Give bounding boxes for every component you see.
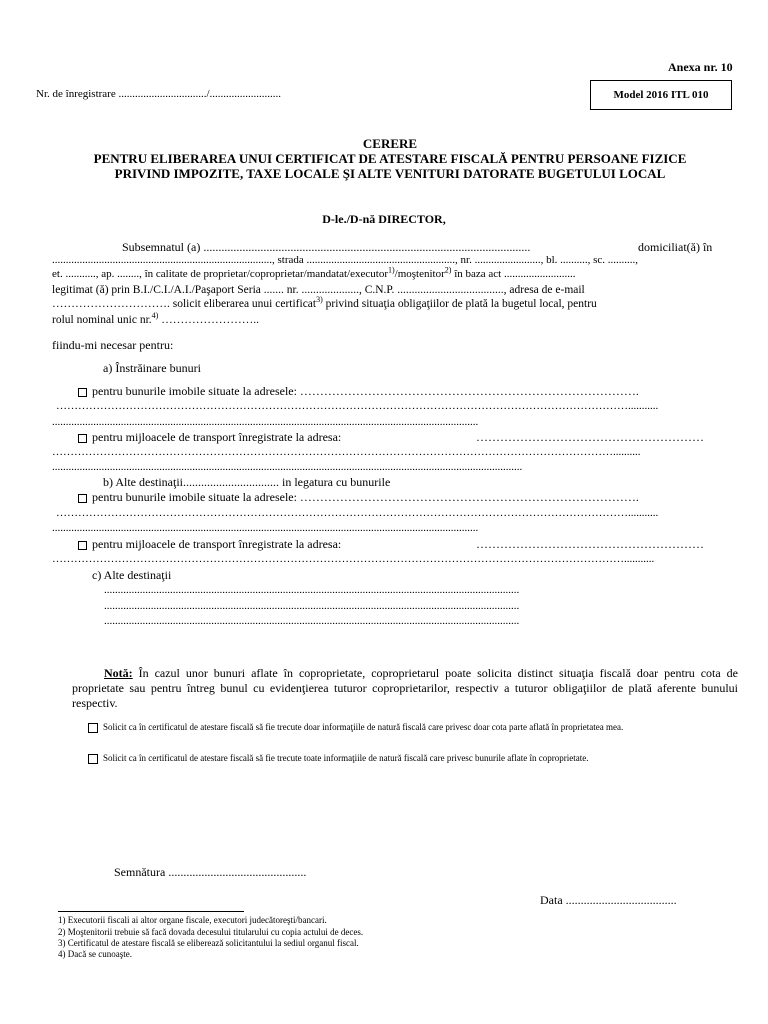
footnote-4: 4) Dacă se cunoaşte.	[58, 949, 132, 959]
footnote-ref-3: 3)	[316, 295, 323, 305]
section-c-line-1[interactable]: .......................................................................................................................................................	[104, 584, 520, 596]
section-a-vehicles-checkbox[interactable]	[78, 434, 87, 443]
section-a-option-1-line-3[interactable]: ...........................................................................................................................................................	[52, 416, 479, 428]
signature-field[interactable]: Semnătura ..............................................	[114, 865, 307, 879]
section-b-label: b) Alte destinaţii................................ in legatura cu bunurile	[103, 475, 391, 489]
note-paragraph	[72, 666, 738, 711]
section-c-line-3[interactable]: .......................................................................................................................................................	[104, 615, 520, 627]
body-line-4: legitimat (ă) prin B.I./C.I./A.I./Paşaport Seria ....... nr. ...................., C.N.P. ....................................., adresa de e-mail	[52, 284, 585, 296]
model-box	[590, 80, 732, 110]
section-b-option-1-line-3[interactable]: ...........................................................................................................................................................	[52, 522, 479, 534]
body-line-6b: ……………………..	[158, 314, 259, 326]
section-b-option-2[interactable]	[78, 537, 341, 552]
body-line-5	[52, 295, 597, 310]
model-label: Model 2016 ITL 010	[613, 89, 709, 101]
body-line-3b: /moştenitor	[394, 268, 445, 280]
body-line-5a: …………………………. solicit eliberarea unui certificat	[52, 298, 317, 310]
body-line-3c: în baza act ..........................	[451, 268, 576, 280]
section-a-option-2[interactable]	[78, 430, 341, 445]
footnote-separator	[58, 911, 244, 912]
title-cerere: CERERE	[362, 136, 418, 151]
section-b-option-1[interactable]	[78, 490, 639, 505]
section-a-option-2-label: pentru mijloacele de transport înregistrate la adresa:	[92, 430, 342, 444]
section-b-option-1-line-2[interactable]: …………………………………………………………………………………………………………………………………………...........	[56, 507, 659, 519]
section-a-option-2-line-3[interactable]: ...........................................................................................................................................................................	[52, 461, 523, 473]
footnote-ref-4: 4)	[151, 311, 159, 321]
footnote-ref-2: 2)	[444, 265, 452, 275]
section-b-option-2-label: pentru mijloacele de transport înregistrate la adresa:	[92, 537, 342, 551]
choice-1-checkbox[interactable]	[88, 723, 98, 733]
section-a-buildings-checkbox[interactable]	[78, 388, 87, 397]
registration-number: Nr. de înregistrare ................................/..........................	[36, 88, 282, 100]
needed-for-label: fiindu-mi necesar pentru:	[52, 338, 174, 352]
section-a-option-1-label: pentru bunurile imobile situate la adresele: ………………………………………………………………………….	[92, 384, 639, 398]
footnote-3: 3) Certificatul de atestare fiscală se eliberează solicitantului la sediul organul fiscal.	[58, 938, 359, 948]
body-line-1a: Subsemnatul (a) .............................................................................................................	[122, 240, 531, 254]
section-b-option-2-line-2[interactable]: …………………………………………………………………………………………………………………………………………...........	[52, 553, 655, 565]
body-line-3	[52, 265, 576, 280]
section-b-vehicles-checkbox[interactable]	[78, 541, 87, 550]
choice-1-label: Solicit ca în certificatul de atestare fiscală să fie trecute doar informaţiile de natură fiscală care privesc doar cota parte aflată în proprietatea mea.	[103, 722, 624, 732]
choice-2[interactable]	[88, 753, 589, 764]
title-line-2: PENTRU ELIBERAREA UNUI CERTIFICAT DE ATESTARE FISCALĂ PENTRU PERSOANE FIZICE	[93, 151, 687, 166]
footnote-1: 1) Executorii fiscali ai altor organe fiscale, executori judecătoreşti/bancari.	[58, 915, 327, 925]
section-c-label: c) Alte destinaţii	[92, 568, 172, 582]
section-a-option-2-dots[interactable]: …………………………………………………	[476, 430, 704, 444]
section-a-option-1-line-2[interactable]: …………………………………………………………………………………………………………………………………………...........	[56, 400, 659, 412]
section-b-option-1-label: pentru bunurile imobile situate la adresele: ………………………………………………………………………….	[92, 490, 639, 504]
footnote-2: 2) Moştenitorii trebuie să facă dovada decesului titularului cu copia actului de deces.	[58, 927, 364, 937]
body-line-6a: rolul nominal unic nr.	[52, 314, 152, 326]
section-a-option-1[interactable]	[78, 384, 639, 399]
section-a-option-2-line-2[interactable]: ………………………………………………………………………………………………………………………………………..........	[52, 446, 641, 458]
choice-2-label: Solicit ca în certificatul de atestare fiscală să fie trecute toate informaţiile de natură fiscală care privesc bunurile aflate în coproprietate.	[103, 753, 589, 763]
section-b-buildings-checkbox[interactable]	[78, 494, 87, 503]
choice-1[interactable]	[88, 722, 623, 733]
annex-label: Anexa nr. 10	[668, 60, 733, 74]
section-b-option-2-dots[interactable]: …………………………………………………	[476, 537, 704, 551]
section-a-label: a) Înstrăinare bunuri	[103, 361, 201, 375]
addressee: D-le./D-nă DIRECTOR,	[322, 212, 446, 226]
body-line-5b: privind situaţia obligaţiilor de plată la bugetul local, pentru	[322, 298, 597, 310]
choice-2-checkbox[interactable]	[88, 754, 98, 764]
note-label: Notă:	[104, 666, 133, 680]
note-text: În cazul unor bunuri aflate în coproprietate, coproprietarul poate solicita distinct situaţia fiscală doar pentru cota de proprietate sau pentru întreg bunul cu evidenţierea tuturor coproprietarilor, respectiv a tuturor obligaţiilor de plată aferente bunului respectiv.	[72, 666, 738, 710]
title-line-3: PRIVIND IMPOZITE, TAXE LOCALE ŞI ALTE VENITURI DATORATE BUGETULUI LOCAL	[114, 166, 666, 181]
date-field[interactable]: Data .....................................	[540, 893, 677, 907]
body-line-3a: et. ..........., ap. ........, în calitate de proprietar/coproprietar/mandatat/executor	[52, 268, 388, 280]
body-line-6	[52, 311, 259, 326]
body-line-1b: domiciliat(ă) în	[638, 240, 713, 254]
section-c-line-2[interactable]: .......................................................................................................................................................	[104, 600, 520, 612]
footnote-ref-1: 1)	[387, 265, 395, 275]
body-line-2: ................................................................................, strada ......................................................, nr. ........................, bl. .........., sc. ..........,	[52, 254, 639, 266]
